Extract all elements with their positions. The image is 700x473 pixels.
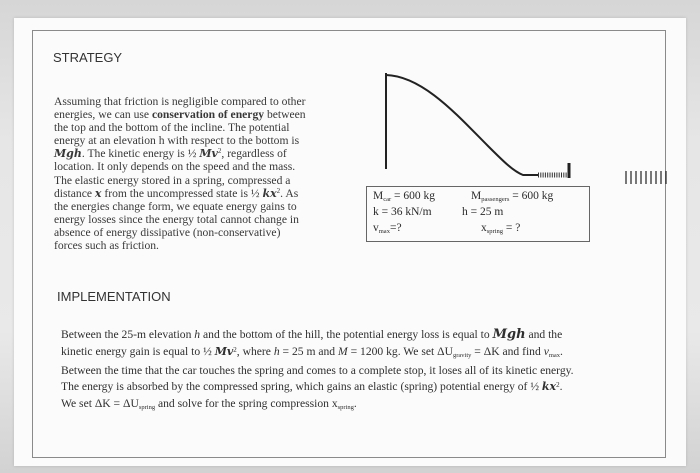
text-line: absence of energy dissipative (non-conservative) — [54, 225, 281, 239]
math-expression: x — [94, 186, 102, 200]
math-expression: kx — [262, 186, 277, 200]
text-line: forces such as friction. — [54, 239, 159, 253]
car-mass-label: $M_{car} = 600$ kg — [373, 190, 436, 203]
emphasis-text: conservation of energy — [151, 108, 265, 122]
text-line — [54, 108, 342, 121]
document-page — [14, 18, 686, 466]
math-expression: Mgh — [54, 147, 82, 161]
text-run: distance — [54, 186, 92, 200]
text-run: from the uncompressed state is ½ — [104, 186, 260, 200]
strategy-heading: STRATEGY — [53, 50, 123, 65]
text-line: energy at an elevation h with respect to the bottom is — [54, 134, 300, 148]
text-line: The elastic energy stored in a spring, compressed a — [54, 173, 291, 187]
text-line: the top and the bottom of the incline. The potential — [54, 121, 290, 135]
text-line: the energies change form, we equate energy gains to — [54, 199, 297, 213]
hill-spring-diagram — [383, 71, 683, 191]
text-line: Between the time that the car touches the spring and comes to a complete stop, it loses all of its kinetic energy. — [61, 363, 574, 377]
text-run: , regardless of — [221, 147, 287, 161]
text-line: Between the 25-m elevation h and the bottom of the hill, the potential energy loss is equal to Mgh and the — [61, 327, 563, 342]
height-label: h = 25 m — [462, 206, 504, 218]
strategy-paragraph — [54, 95, 342, 252]
text-line — [54, 187, 342, 200]
text-run: . As — [280, 186, 299, 200]
implementation-heading: IMPLEMENTATION — [57, 289, 171, 304]
hill-track — [386, 75, 538, 175]
text-line: energy losses since the energy total cannot change in — [54, 212, 299, 226]
text-line: kinetic energy gain is equal to ½ Mv$^2$, where h = 25 m and M = 1200 kg. We set $\Delta U_{gravity} = \Delta K$ and find $v_{max}$. — [61, 344, 563, 359]
text-run: . The kinetic energy is ½ — [81, 147, 197, 161]
text-line: We set $\Delta K = \Delta U_{spring}$ and solve for the spring compression $x_{spring}$. — [61, 397, 357, 412]
text-line — [54, 147, 342, 160]
text-run: between — [266, 108, 306, 122]
passenger-mass-label: $M_{passengers} = 600$ kg — [471, 190, 554, 203]
text-line: Assuming that friction is negligible compared to other — [54, 95, 306, 108]
text-line: location. It only depends on the speed and the mass. — [54, 160, 296, 174]
vmax-label: $v_{max}=$? — [373, 222, 402, 235]
spring-constant-label: k = 36 kN/m — [373, 206, 432, 218]
superscript: 2 — [217, 147, 222, 156]
ground-hatch — [626, 171, 666, 184]
text-run: energies, we can use — [54, 108, 150, 122]
xspring-label: $x_{spring}$ = ? — [481, 222, 521, 235]
math-expression: Mv — [199, 147, 218, 161]
superscript: 2 — [276, 186, 281, 195]
text-line: The energy is absorbed by the compressed spring, which gains an elastic (spring) potential energy of ½ $kx^2$. — [61, 380, 563, 394]
implementation-paragraph — [61, 327, 671, 415]
given-values-box — [366, 186, 590, 242]
content-frame — [32, 30, 666, 458]
